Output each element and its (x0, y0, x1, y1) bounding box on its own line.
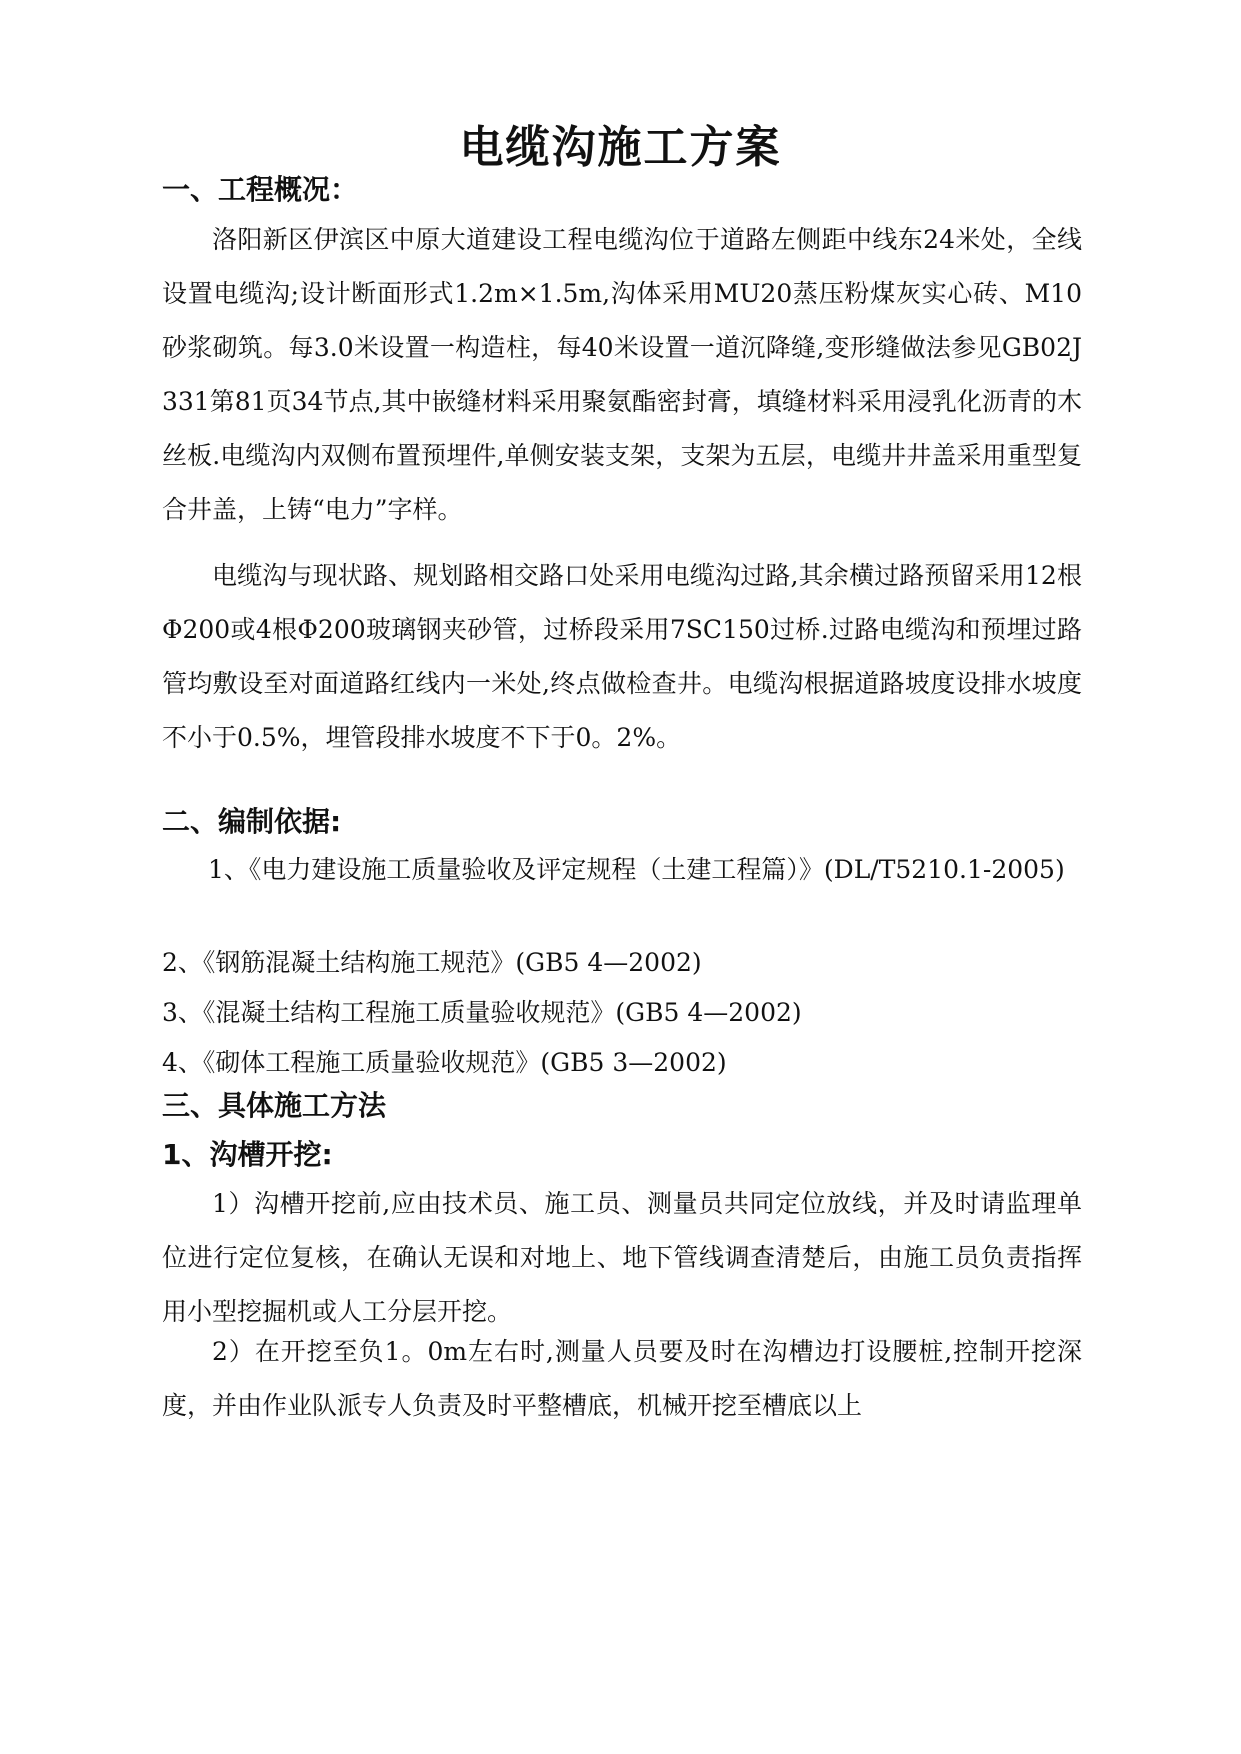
reference-item-3: 3、《混凝土结构工程施工质量验收规范》(GB5 4—2002) (162, 998, 802, 1027)
document-title: 电缆沟施工方案 (459, 122, 782, 173)
reference-item-4: 4、《砌体工程施工质量验收规范》(GB5 3—2002) (162, 1048, 727, 1077)
section-heading-overview: 一、工程概况： (162, 173, 359, 206)
subheading-trench-excavation: 1、沟槽开挖: (162, 1138, 333, 1171)
method-paragraph-2: 2）在开挖至负1。0m左右时,测量人员要及时在沟槽边打设腰桩,控制开挖深度，并由作业队派专人负责及时平整槽底，机械开挖至槽底以上 (162, 1337, 1082, 1420)
section-heading-method: 三、具体施工方法 (162, 1089, 387, 1122)
section-heading-basis: 二、编制依据: (162, 805, 342, 838)
reference-item-1: 1、《电力建设施工质量验收及评定规程（土建工程篇）》(DL/T5210.1-2005) (208, 855, 1065, 884)
overview-paragraph-1: 洛阳新区伊滨区中原大道建设工程电缆沟位于道路左侧距中线东24米处，全线设置电缆沟;设计断面形式1.2m×1.5m,沟体采用MU20蒸压粉煤灰实心砖、M10砂浆砌筑。每3.0米设置一构造柱，每40米设置一道沉降缝,变形缝做法参见GB02J331第81页34节点,其中嵌缝材料采用聚氨酯密封膏，填缝材料采用浸乳化沥青的木丝板.电缆沟内双侧布置预埋件,单侧安装支架，支架为五层，电缆井井盖采用重型复合井盖，上铸“电力”字样。 (162, 225, 1082, 524)
overview-paragraph-2: 电缆沟与现状路、规划路相交路口处采用电缆沟过路,其余横过路预留采用12根Φ200或4根Φ200玻璃钢夹砂管，过桥段采用7SC150过桥.过路电缆沟和预埋过路管均敷设至对面道路红线内一米处,终点做检查井。电缆沟根据道路坡度设排水坡度不小于0.5%，埋管段排水坡度不下于0。2%。 (162, 561, 1082, 752)
method-paragraph-1: 1）沟槽开挖前,应由技术员、施工员、测量员共同定位放线，并及时请监理单位进行定位复核，在确认无误和对地上、地下管线调查清楚后，由施工员负责指挥用小型挖掘机或人工分层开挖。 (162, 1189, 1082, 1326)
reference-item-2: 2、《钢筋混凝土结构施工规范》(GB5 4—2002) (162, 948, 702, 977)
